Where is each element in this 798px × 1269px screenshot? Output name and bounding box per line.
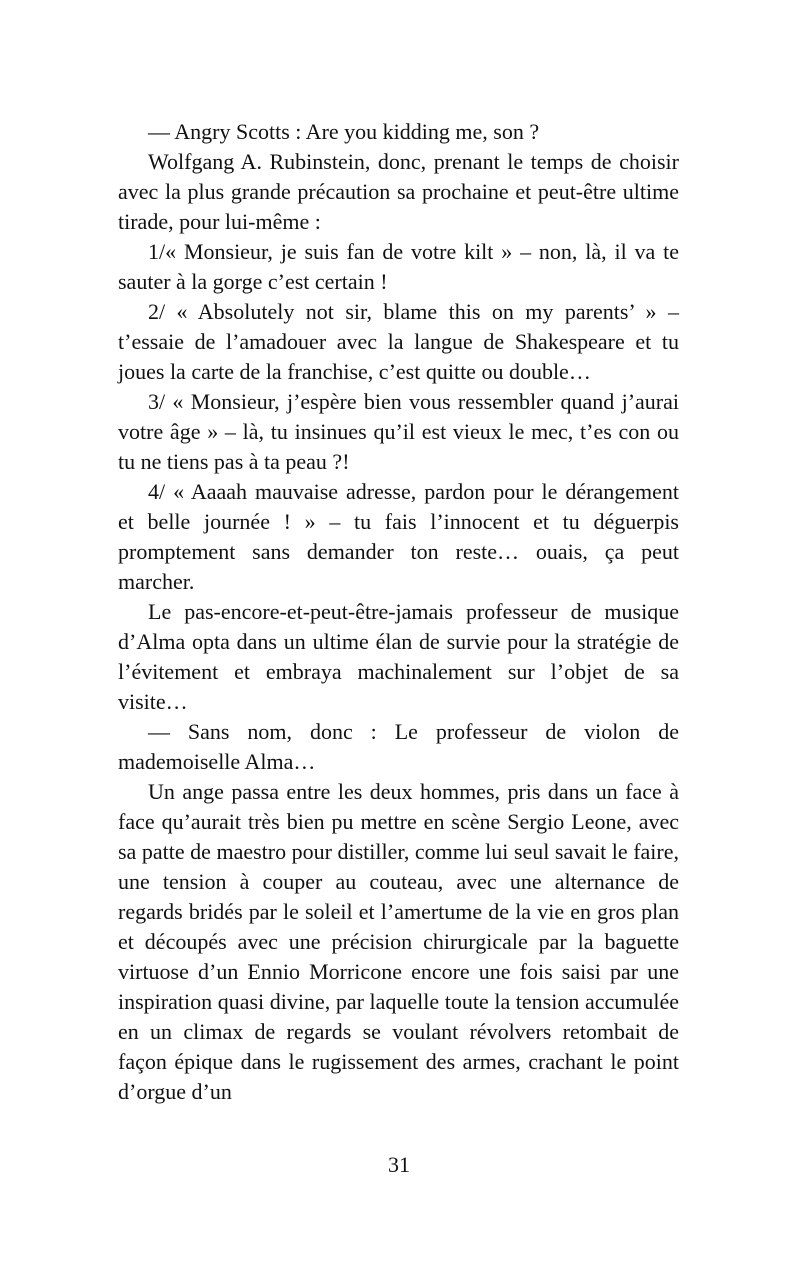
paragraph-strategy: Le pas-encore-et-peut-être-jamais professeur de musique d’Alma opta dans un ultime élan de survie pour la stratégie de l’évitement et embraya machinalement sur l’objet de sa visite… (118, 599, 679, 714)
body-text (118, 117, 679, 1107)
paragraph-wolfgang-intro: Wolfgang A. Rubinstein, donc, prenant le temps de choisir avec la plus grande précaution sa prochaine et peut-être ultime tirade, pour lui-même : (118, 149, 679, 234)
paragraph-ange-passa: Un ange passa entre les deux hommes, pris dans un face à face qu’aurait très bien pu mettre en scène Sergio Leone, avec sa patte de maestro pour distiller, comme lui seul savait le faire, une tension à couper au couteau, avec une alternance de regards bridés par le soleil et l’amertume de la vie en gros plan et découpés avec une précision chirurgicale par la baguette virtuose d’un Ennio Morricone encore une fois saisi par une inspiration quasi divine, par laquelle toute la tension accumulée en un climax de regards se voulant révolvers retombait de façon épique dans le rugissement des armes, crachant le point d’orgue d’un (118, 779, 679, 1104)
page-number: 31 (388, 1152, 410, 1177)
paragraph-dialogue-sans-nom: — Sans nom, donc : Le professeur de violon de mademoiselle Alma… (118, 719, 679, 774)
paragraph-option-4: 4/ « Aaaah mauvaise adresse, pardon pour le dérangement et belle journée ! » – tu fais l’innocent et tu déguerpis promptement sans demander ton reste… ouais, ça peut marcher. (118, 479, 679, 594)
paragraph-option-3: 3/ « Monsieur, j’espère bien vous ressembler quand j’aurai votre âge » – là, tu insinues qu’il est vieux le mec, t’es con ou tu ne tiens pas à ta peau ?! (118, 389, 679, 474)
paragraph-option-1: 1/« Monsieur, je suis fan de votre kilt » – non, là, il va te sauter à la gorge c’est certain ! (118, 239, 679, 294)
paragraph-option-2: 2/ « Absolutely not sir, blame this on my parents’ » – t’essaie de l’amadouer avec la langue de Shakespeare et tu joues la carte de la franchise, c’est quitte ou double… (118, 299, 679, 384)
paragraph-dialogue-angry-scotts: — Angry Scotts : Are you kidding me, son ? (148, 119, 540, 144)
